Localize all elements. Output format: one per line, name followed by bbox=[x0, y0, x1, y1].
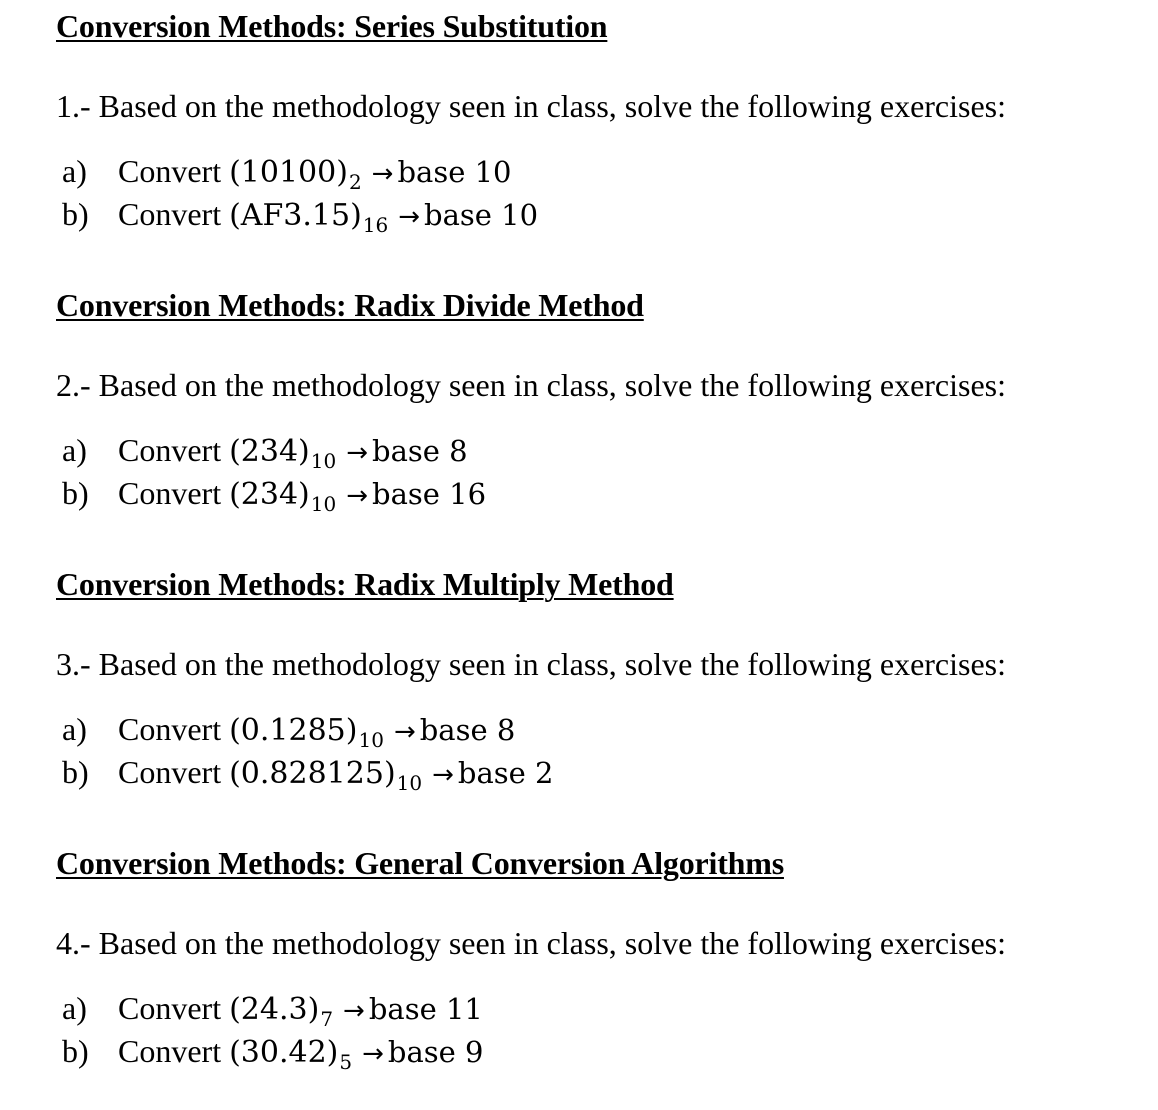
source-number: $(234)_{10}$ bbox=[229, 434, 337, 473]
source-number: $(0.828125)_{10}$ bbox=[229, 756, 423, 795]
target-base: base 16 bbox=[372, 477, 487, 511]
item-verb: Convert bbox=[118, 153, 222, 189]
source-number: $(234)_{10}$ bbox=[229, 477, 337, 516]
source-base: 5 bbox=[339, 1050, 353, 1074]
item-letter: a) bbox=[62, 711, 87, 747]
exercise-item bbox=[62, 475, 487, 516]
source-base: 7 bbox=[320, 1007, 334, 1031]
source-number: $(30.42)_5$ bbox=[229, 1035, 353, 1074]
target-base: base 8 bbox=[372, 434, 468, 468]
source-number: $(0.1285)_{10}$ bbox=[229, 713, 384, 752]
item-verb: Convert bbox=[118, 754, 222, 790]
source-number: $(24.3)_7$ bbox=[229, 992, 334, 1031]
exercise-item bbox=[62, 432, 468, 473]
target-base: base 10 bbox=[424, 198, 539, 232]
right-arrow-icon: → bbox=[346, 481, 369, 511]
item-letter: b) bbox=[62, 196, 89, 232]
section-title: Conversion Methods: Radix Divide Method bbox=[56, 287, 644, 323]
target-base: base 10 bbox=[397, 155, 512, 189]
source-base: 10 bbox=[358, 728, 384, 752]
section-title: Conversion Methods: Series Substitution bbox=[56, 8, 608, 44]
source-number: $(10100)_2$ bbox=[229, 155, 362, 194]
item-verb: Convert bbox=[118, 990, 222, 1026]
source-base: 10 bbox=[310, 492, 337, 516]
source-base: 2 bbox=[348, 170, 362, 194]
item-verb: Convert bbox=[118, 711, 222, 747]
item-letter: a) bbox=[62, 153, 87, 189]
item-letter: a) bbox=[62, 990, 87, 1026]
right-arrow-icon: → bbox=[393, 717, 416, 747]
right-arrow-icon: → bbox=[398, 202, 421, 232]
source-base: 16 bbox=[362, 213, 389, 237]
source-base: 10 bbox=[310, 449, 337, 473]
target-base: base 11 bbox=[368, 992, 483, 1026]
item-letter: b) bbox=[62, 754, 89, 790]
target-base: base 9 bbox=[387, 1035, 484, 1069]
item-verb: Convert bbox=[118, 475, 222, 511]
exercise-prompt: 1.- Based on the methodology seen in class, solve the following exercises: bbox=[56, 88, 1007, 124]
item-verb: Convert bbox=[118, 1033, 222, 1069]
exercise-item bbox=[62, 990, 483, 1031]
item-letter: a) bbox=[62, 432, 87, 468]
item-letter: b) bbox=[62, 1033, 89, 1069]
exercise-item bbox=[62, 196, 539, 237]
source-base: 10 bbox=[396, 771, 423, 795]
item-verb: Convert bbox=[118, 432, 222, 468]
right-arrow-icon: → bbox=[371, 159, 394, 189]
exercise-item bbox=[62, 754, 554, 795]
section-title: Conversion Methods: Radix Multiply Method bbox=[56, 566, 674, 602]
exercise-prompt: 2.- Based on the methodology seen in class, solve the following exercises: bbox=[56, 367, 1007, 403]
right-arrow-icon: → bbox=[432, 760, 454, 790]
exercise-prompt: 3.- Based on the methodology seen in class, solve the following exercises: bbox=[56, 646, 1007, 682]
exercise-item bbox=[62, 153, 512, 194]
exercise-item bbox=[62, 711, 516, 752]
target-base: base 8 bbox=[419, 713, 516, 747]
target-base: base 2 bbox=[457, 756, 554, 790]
right-arrow-icon: → bbox=[346, 438, 369, 468]
right-arrow-icon: → bbox=[343, 996, 365, 1026]
source-number: $(AF3.15)_{16}$ bbox=[229, 198, 389, 237]
item-verb: Convert bbox=[118, 196, 222, 232]
section-title: Conversion Methods: General Conversion Algorithms bbox=[56, 845, 784, 881]
right-arrow-icon: → bbox=[362, 1039, 384, 1069]
exercise-item bbox=[62, 1033, 484, 1074]
exercise-prompt: 4.- Based on the methodology seen in class, solve the following exercises: bbox=[56, 925, 1007, 961]
item-letter: b) bbox=[62, 475, 89, 511]
